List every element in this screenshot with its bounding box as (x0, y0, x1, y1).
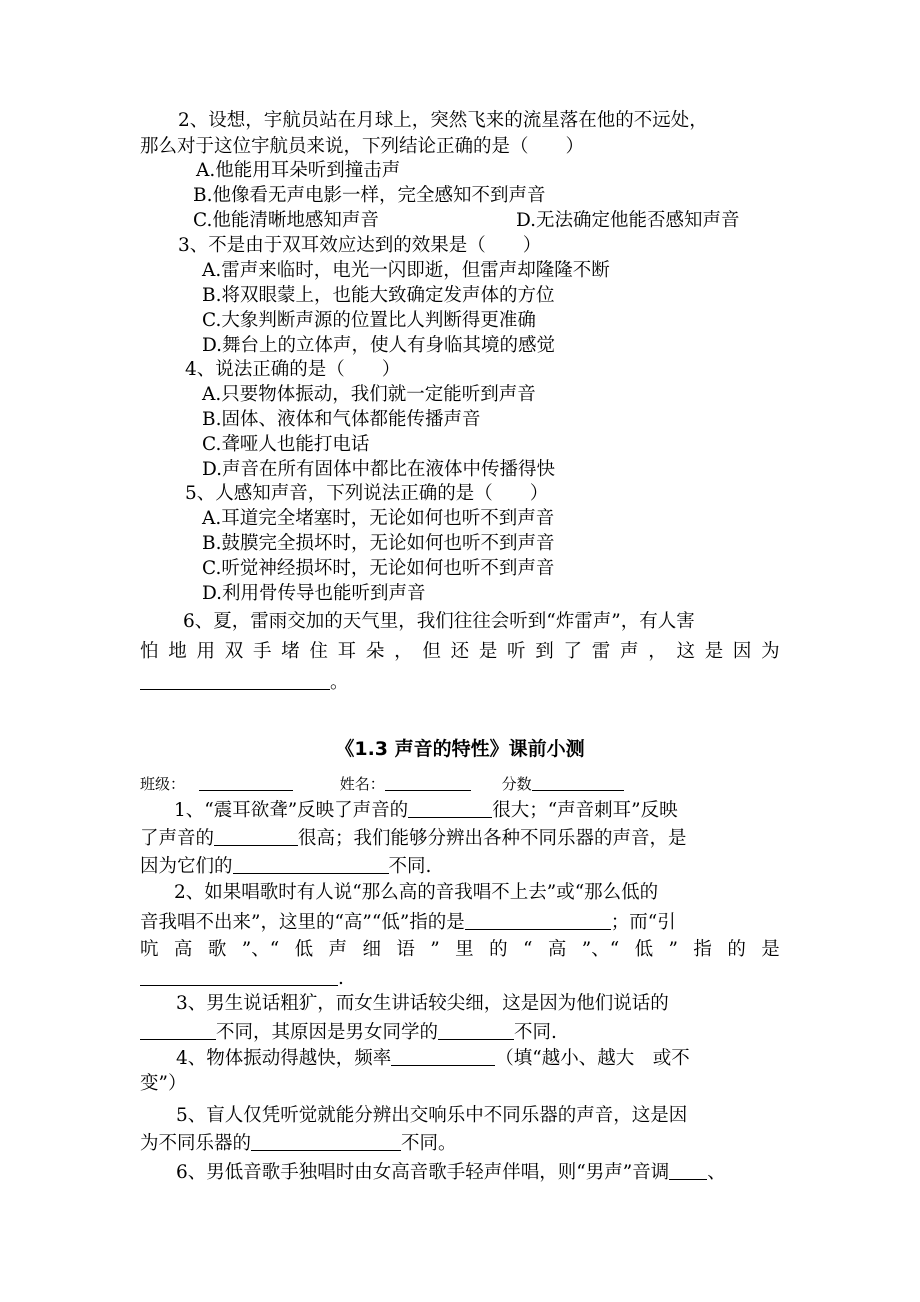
class-label: 班级： (140, 775, 186, 793)
p2-q3-line2: 不同，其原因是男女同学的 不同. (140, 1019, 557, 1046)
p2-q6-blank-1[interactable] (669, 1159, 707, 1180)
p2-q2-line3-justified: 吭 高 歌 ”、“ 低 声 细 语 ” 里 的 “ 高 ”、“ 低 ” 指 的 是 (140, 939, 780, 960)
score-field[interactable] (532, 774, 624, 791)
p2-q2-blank-2[interactable] (140, 965, 338, 986)
p2-q1-line1: 1、“震耳欲聋”反映了声音的 很大；“声音刺耳”反映 (174, 797, 678, 824)
q3-option-b: B.将双眼蒙上，也能大致确定发声体的方位 (202, 285, 555, 306)
q5-stem: 5、人感知声音，下列说法正确的是（ ） (185, 483, 549, 504)
p2-q4-line2: 变”） (140, 1073, 187, 1094)
q4-stem: 4、说法正确的是（ ） (185, 359, 401, 380)
q2-option-c: C.他能清晰地感知声音 (193, 210, 379, 231)
q2-option-a: A.他能用耳朵听到撞击声 (196, 160, 401, 181)
q4-option-c: C.聋哑人也能打电话 (202, 434, 370, 455)
name-label: 姓名： (339, 775, 385, 793)
p2-q2-line1: 2、如果唱歌时有人说“那么高的音我唱不上去”或“那么低的 (174, 882, 659, 903)
q6-line1: 6、夏，雷雨交加的天气里，我们往往会听到“炸雷声”，有人害 (183, 611, 695, 632)
p2-q3-blank-2[interactable] (438, 1019, 514, 1040)
p2-q5-line2: 为不同乐器的 不同。 (140, 1130, 457, 1157)
q5-option-a: A.耳道完全堵塞时，无论如何也听不到声音 (202, 508, 555, 529)
p2-q1-line2: 了声音的 很高；我们能够分辨出各种不同乐器的声音，是 (140, 825, 687, 852)
q6-line3: 。 (140, 669, 349, 696)
score-label: 分数 (501, 775, 532, 793)
p2-q2-blank-1[interactable] (465, 909, 611, 930)
p2-q2-line4: . (140, 965, 344, 992)
q5-option-b: B.鼓膜完全损坏时，无论如何也听不到声音 (202, 533, 555, 554)
q4-option-b: B.固体、液体和气体都能传播声音 (202, 409, 481, 430)
q2-line2: 那么对于这位宇航员来说，下列结论正确的是（ ） (140, 136, 585, 157)
p2-q1-blank-3[interactable] (233, 853, 389, 874)
q6-answer-blank[interactable] (140, 669, 330, 690)
p2-q4-blank[interactable] (391, 1045, 495, 1066)
name-field[interactable] (385, 774, 471, 791)
q2-option-d: D.无法确定他能否感知声音 (516, 210, 740, 231)
p2-q3-line1: 3、男生说话粗犷，而女生讲话较尖细，这是因为他们说话的 (176, 993, 669, 1014)
q3-stem: 3、不是由于双耳效应达到的效果是（ ） (178, 235, 542, 256)
q5-option-d: D.利用骨传导也能听到声音 (202, 583, 426, 604)
q4-option-a: A.只要物体振动，我们就一定能听到声音 (202, 384, 536, 405)
p2-q4-line1: 4、物体振动得越快，频率 （填“越小、越大 或不 (176, 1045, 690, 1072)
class-field[interactable] (199, 774, 293, 791)
q4-option-d: D.声音在所有固体中都比在液体中传播得快 (202, 459, 556, 480)
p2-q5-blank[interactable] (251, 1130, 401, 1151)
q6-line2-justified: 怕 地 用 双 手 堵 住 耳 朵 ， 但 还 是 听 到 了 雷 声 ， 这 是 因 为 (140, 641, 780, 662)
quiz-title: 《1.3 声音的特性》课前小测 (335, 738, 585, 760)
q2-line1: 2、设想，宇航员站在月球上，突然飞来的流星落在他的不远处， (178, 110, 708, 131)
p2-q5-line1: 5、盲人仅凭听觉就能分辨出交响乐中不同乐器的声音，这是因 (176, 1105, 688, 1126)
p2-q6-line1: 6、男低音歌手独唱时由女高音歌手轻声伴唱，则“男声”音调 、 (176, 1159, 726, 1186)
q3-option-c: C.大象判断声源的位置比人判断得更准确 (202, 310, 536, 331)
p2-q2-line2: 音我唱不出来”，这里的“高”“低”指的是 ；而“引 (140, 909, 676, 936)
p2-q1-blank-2[interactable] (214, 825, 298, 846)
p2-q1-blank-1[interactable] (408, 797, 492, 818)
p2-q3-blank-1[interactable] (140, 1019, 216, 1040)
q2-option-b: B.他像看无声电影一样，完全感知不到声音 (193, 185, 546, 206)
q3-option-d: D.舞台上的立体声，使人有身临其境的感觉 (202, 335, 556, 356)
student-info-row (140, 771, 624, 797)
p2-q1-line3: 因为它们的 不同. (140, 853, 431, 880)
q5-option-c: C.听觉神经损坏时，无论如何也听不到声音 (202, 558, 555, 579)
q3-option-a: A.雷声来临时，电光一闪即逝，但雷声却隆隆不断 (202, 260, 610, 281)
